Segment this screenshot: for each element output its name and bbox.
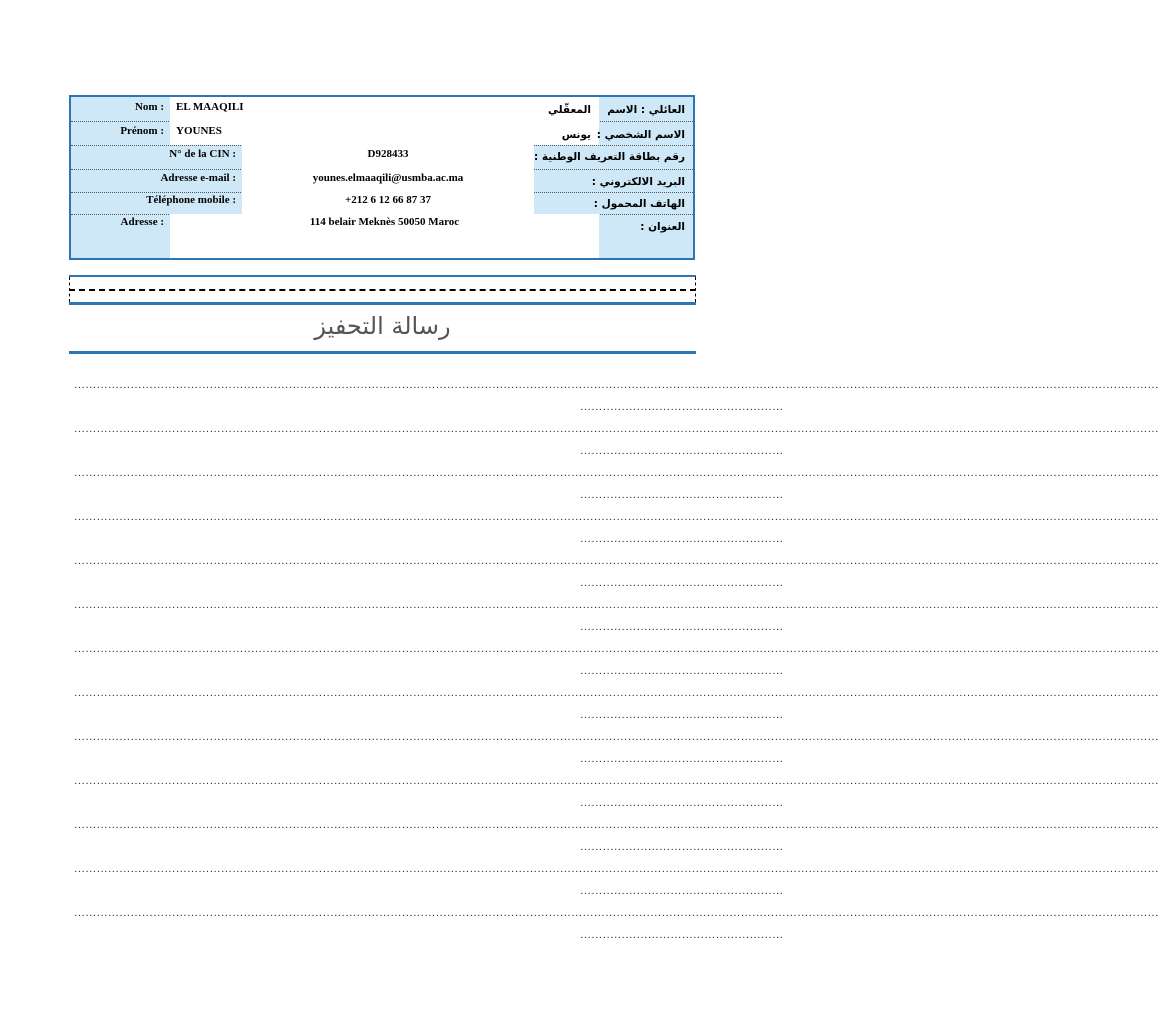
dotted-line-short: ………………………………………………: [580, 929, 784, 941]
letter-body-lines[interactable]: [74, 376, 1159, 948]
email-label: Adresse e-mail :: [160, 172, 236, 184]
separator-dashed-line: [69, 289, 696, 291]
address-ar-label: العنوان :: [640, 221, 685, 233]
cin-field[interactable]: D928433: [242, 145, 534, 169]
title-underline: [69, 351, 696, 354]
dotted-line-short: ………………………………………………: [580, 577, 784, 589]
dotted-line-full: ………………………………………………………………………………………………………………………………………………………………………………………………………………………………………………………………: [74, 555, 1159, 567]
nom-field[interactable]: EL MAAQILI: [170, 97, 599, 121]
dotted-line-full: ………………………………………………………………………………………………………………………………………………………………………………………………………………………………………………………………: [74, 687, 1159, 699]
dotted-line-short: ………………………………………………: [580, 709, 784, 721]
personal-info-form: [69, 95, 695, 260]
dotted-line-full: ………………………………………………………………………………………………………………………………………………………………………………………………………………………………………………………………: [74, 819, 1159, 831]
dotted-line-short: ………………………………………………: [580, 445, 784, 457]
dotted-line-short: ………………………………………………: [580, 401, 784, 413]
prenom-label: Prénom :: [120, 125, 164, 137]
dotted-line-full: ………………………………………………………………………………………………………………………………………………………………………………………………………………………………………………………………: [74, 379, 1159, 391]
dotted-line-short: ………………………………………………: [580, 753, 784, 765]
letter-title: رسالة التحفيز: [314, 312, 451, 340]
cin-ar-label: رقم بطاقة التعريف الوطنية :: [533, 151, 685, 163]
row-phone: [71, 192, 693, 215]
dotted-line-full: ………………………………………………………………………………………………………………………………………………………………………………………………………………………………………………………………: [74, 599, 1159, 611]
dotted-line-full: ………………………………………………………………………………………………………………………………………………………………………………………………………………………………………………………………: [74, 511, 1159, 523]
email-field[interactable]: younes.elmaaqili@usmba.ac.ma: [242, 169, 534, 192]
phone-label: Téléphone mobile :: [146, 194, 236, 206]
row-cin: [71, 145, 693, 170]
dotted-line-short: ………………………………………………: [580, 489, 784, 501]
nom-ar-label: العائلي : الاسم: [607, 104, 685, 116]
dotted-line-short: ………………………………………………: [580, 841, 784, 853]
dotted-line-short: ………………………………………………: [580, 885, 784, 897]
dotted-line-full: ………………………………………………………………………………………………………………………………………………………………………………………………………………………………………………………………: [74, 467, 1159, 479]
prenom-field[interactable]: YOUNES: [170, 121, 599, 145]
dotted-line-full: ………………………………………………………………………………………………………………………………………………………………………………………………………………………………………………………………: [74, 775, 1159, 787]
separator-bottom-rule: [69, 302, 696, 305]
address-field[interactable]: 114 belair Meknès 50050 Maroc: [170, 214, 599, 258]
row-nom: [71, 97, 693, 122]
phone-ar-label: الهاتف المحمول :: [593, 198, 685, 210]
section-separator: [69, 275, 696, 305]
prenom-ar-value: يونس: [561, 129, 591, 141]
cin-label: N° de la CIN :: [169, 148, 236, 160]
prenom-ar-label: الاسم الشخصي :: [596, 129, 685, 141]
row-address: [71, 214, 693, 258]
dotted-line-short: ………………………………………………: [580, 797, 784, 809]
email-ar-label: البريد الالكتروني :: [591, 176, 685, 188]
dotted-line-full: ………………………………………………………………………………………………………………………………………………………………………………………………………………………………………………………………: [74, 731, 1159, 743]
row-email: [71, 169, 693, 193]
dotted-line-full: ………………………………………………………………………………………………………………………………………………………………………………………………………………………………………………………………: [74, 863, 1159, 875]
dotted-line-full: ………………………………………………………………………………………………………………………………………………………………………………………………………………………………………………………………: [74, 423, 1159, 435]
dotted-line-full: ………………………………………………………………………………………………………………………………………………………………………………………………………………………………………………………………: [74, 643, 1159, 655]
dotted-line-short: ………………………………………………: [580, 621, 784, 633]
separator-top-rule: [69, 275, 696, 277]
phone-field[interactable]: +212 6 12 66 87 37: [242, 192, 534, 214]
dotted-line-short: ………………………………………………: [580, 533, 784, 545]
nom-ar-value: المعقّلي: [548, 104, 591, 116]
address-label: Adresse :: [120, 216, 164, 228]
dotted-line-full: ………………………………………………………………………………………………………………………………………………………………………………………………………………………………………………………………: [74, 907, 1159, 919]
dotted-line-short: ………………………………………………: [580, 665, 784, 677]
row-prenom: [71, 121, 693, 146]
nom-label: Nom :: [134, 101, 164, 113]
